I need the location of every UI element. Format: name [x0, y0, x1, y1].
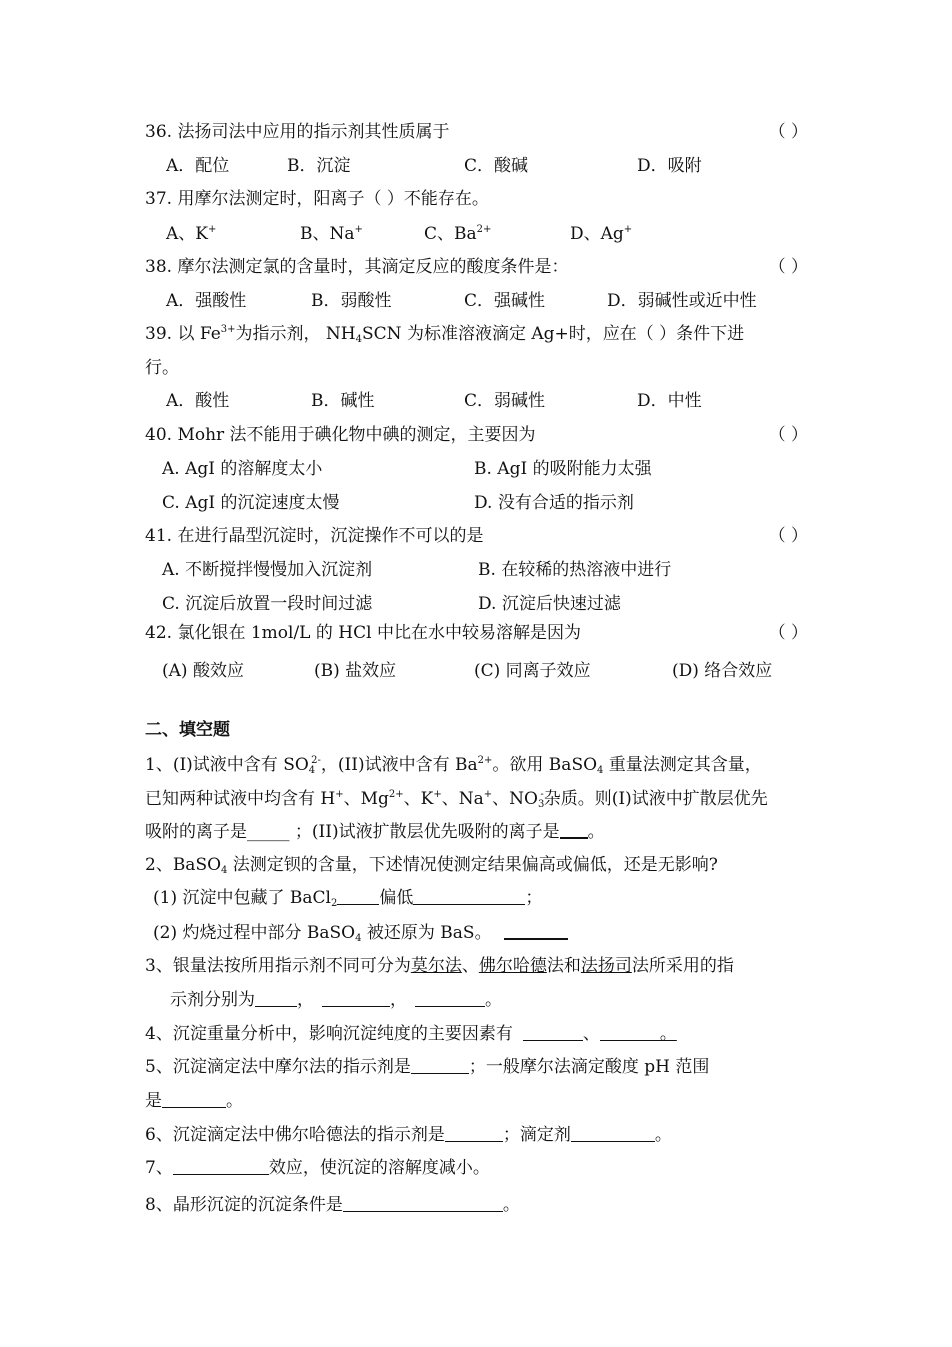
- option-d: D．中性: [637, 391, 702, 411]
- option-c: C. 沉淀后放置一段时间过滤: [162, 594, 373, 614]
- option-d: D、Ag+: [570, 224, 633, 244]
- fill-question-7: 7、 效应，使沉淀的溶解度减小。: [145, 1158, 490, 1178]
- answer-paren: （ ）: [768, 425, 808, 445]
- option-c: C. AgI 的沉淀速度太慢: [162, 493, 340, 513]
- answer-blank[interactable]: [523, 1025, 583, 1041]
- fill-question-1-line2: 已知两种试液中均含有 H+、$Mg^{2+}$、K+、Na+、$NO_3^-$杂质。则(I)试液中扩散层优先: [145, 789, 768, 810]
- question-text: 42. 氯化银在 1mol/L 的 HCl 中比在水中较易溶解是因为: [145, 623, 581, 643]
- answer-blank[interactable]: [255, 991, 297, 1007]
- fill-question-5: 5、沉淀滴定法中摩尔法的指示剂是 ；一般摩尔法滴定酸度 pH 范围: [145, 1057, 710, 1077]
- answer-blank[interactable]: [337, 889, 379, 905]
- option-c: C、$Ba^{2+}$: [424, 224, 492, 244]
- question-text-cont: 行。: [145, 358, 179, 378]
- fill-question-5-line2: 是 。: [145, 1091, 243, 1111]
- option-a: A．酸性: [166, 391, 230, 411]
- answer-paren: （ ）: [768, 257, 808, 277]
- answer-blank[interactable]: [415, 991, 485, 1007]
- question-text: 40. Mohr 法不能用于碘化物中碘的测定，主要因为: [145, 425, 536, 445]
- fill-question-2-item1: (1) 沉淀中包藏了 BaCl$_2$ 偏低 ；: [153, 888, 543, 909]
- question-text: 41. 在进行晶型沉淀时，沉淀操作不可以的是: [145, 526, 484, 546]
- question-38: [145, 256, 568, 278]
- answer-paren: （ ）: [768, 526, 808, 546]
- option-c: (C) 同离子效应: [474, 661, 591, 681]
- option-d: D. 沉淀后快速过滤: [478, 594, 621, 614]
- answer-blank[interactable]: [600, 1025, 660, 1041]
- question-text: 36. 法扬司法中应用的指示剂其性质属于: [145, 122, 450, 142]
- fill-question-3-line2: 示剂分别为 ， ， 。: [170, 990, 502, 1010]
- option-b: (B) 盐效应: [314, 661, 397, 681]
- fill-question-1-line3: 吸附的离子是_____ ；(II)试液扩散层优先吸附的离子是 。: [145, 822, 605, 842]
- option-d: D．吸附: [637, 156, 702, 176]
- option-d: D. 没有合适的指示剂: [474, 493, 634, 513]
- answer-paren: （ ）: [768, 623, 808, 643]
- option-b: B. 在较稀的热溶液中进行: [478, 560, 672, 580]
- option-a: (A) 酸效应: [162, 661, 244, 681]
- question-40: [145, 424, 536, 446]
- option-c: C．弱碱性: [464, 391, 546, 411]
- fill-question-3: 3、银量法按所用指示剂不同可分为莫尔法、佛尔哈德法和法扬司法所采用的指: [145, 956, 734, 976]
- fill-question-8: 8、晶形沉淀的沉淀条件是 。: [145, 1195, 520, 1215]
- section-heading: 二、填空题: [145, 720, 230, 740]
- option-c: C．酸碱: [464, 156, 529, 176]
- fill-question-4: 4、沉淀重量分析中，影响沉淀纯度的主要因素有 、 。: [145, 1024, 677, 1044]
- option-d: D．弱碱性或近中性: [607, 291, 757, 311]
- question-36: [145, 121, 449, 143]
- option-a: A．强酸性: [166, 291, 247, 311]
- question-39: 39. 以 $Fe^{3+}$为指示剂， $NH_4SCN$ 为标准溶液滴定 Ag+时，应在（ ）条件下进: [145, 324, 745, 345]
- answer-blank[interactable]: [413, 889, 525, 905]
- fill-question-6: 6、沉淀滴定法中佛尔哈德法的指示剂是 ；滴定剂 。: [145, 1125, 672, 1145]
- option-b: B. AgI 的吸附能力太强: [474, 459, 652, 479]
- option-a: A、K+: [166, 224, 217, 244]
- answer-blank[interactable]: [322, 991, 390, 1007]
- fill-question-2: 2、BaSO$_4$ 法测定钡的含量，下述情况使测定结果偏高或偏低，还是无影响?: [145, 855, 718, 876]
- option-c: C．强碱性: [464, 291, 546, 311]
- fill-question-2-item2: (2) 灼烧过程中部分 BaSO$_4$ 被还原为 BaS。: [153, 922, 568, 944]
- answer-blank[interactable]: [504, 923, 568, 940]
- answer-blank[interactable]: [560, 822, 588, 839]
- option-a: A. AgI 的溶解度太小: [162, 459, 323, 479]
- option-a: A. 不断搅拌慢慢加入沉淀剂: [162, 560, 373, 580]
- option-b: B．沉淀: [287, 156, 351, 176]
- question-text: 37. 用摩尔法测定时，阳离子（ ）不能存在。: [145, 189, 489, 209]
- fill-question-1: 1、(I)试液中含有 $SO_4^{2-}$，(II)试液中含有 $Ba^{2+}$。欲用 BaSO$_4$ 重量法测定其含量，: [145, 755, 762, 776]
- answer-blank[interactable]: [162, 1092, 226, 1108]
- option-b: B．弱酸性: [311, 291, 392, 311]
- answer-blank[interactable]: [445, 1126, 503, 1142]
- option-a: A．配位: [166, 156, 230, 176]
- option-d: (D) 络合效应: [672, 661, 773, 681]
- answer-blank[interactable]: [173, 1159, 269, 1175]
- answer-blank[interactable]: [343, 1196, 503, 1212]
- option-b: B．碱性: [311, 391, 375, 411]
- question-42: [145, 622, 581, 644]
- answer-blank[interactable]: [411, 1058, 469, 1074]
- question-37: [145, 188, 489, 210]
- question-text: 38. 摩尔法测定氯的含量时，其滴定反应的酸度条件是：: [145, 257, 569, 277]
- option-b: B、Na+: [300, 224, 363, 244]
- answer-blank[interactable]: [571, 1126, 655, 1142]
- answer-paren: （ ）: [768, 122, 808, 142]
- question-41: [145, 525, 483, 547]
